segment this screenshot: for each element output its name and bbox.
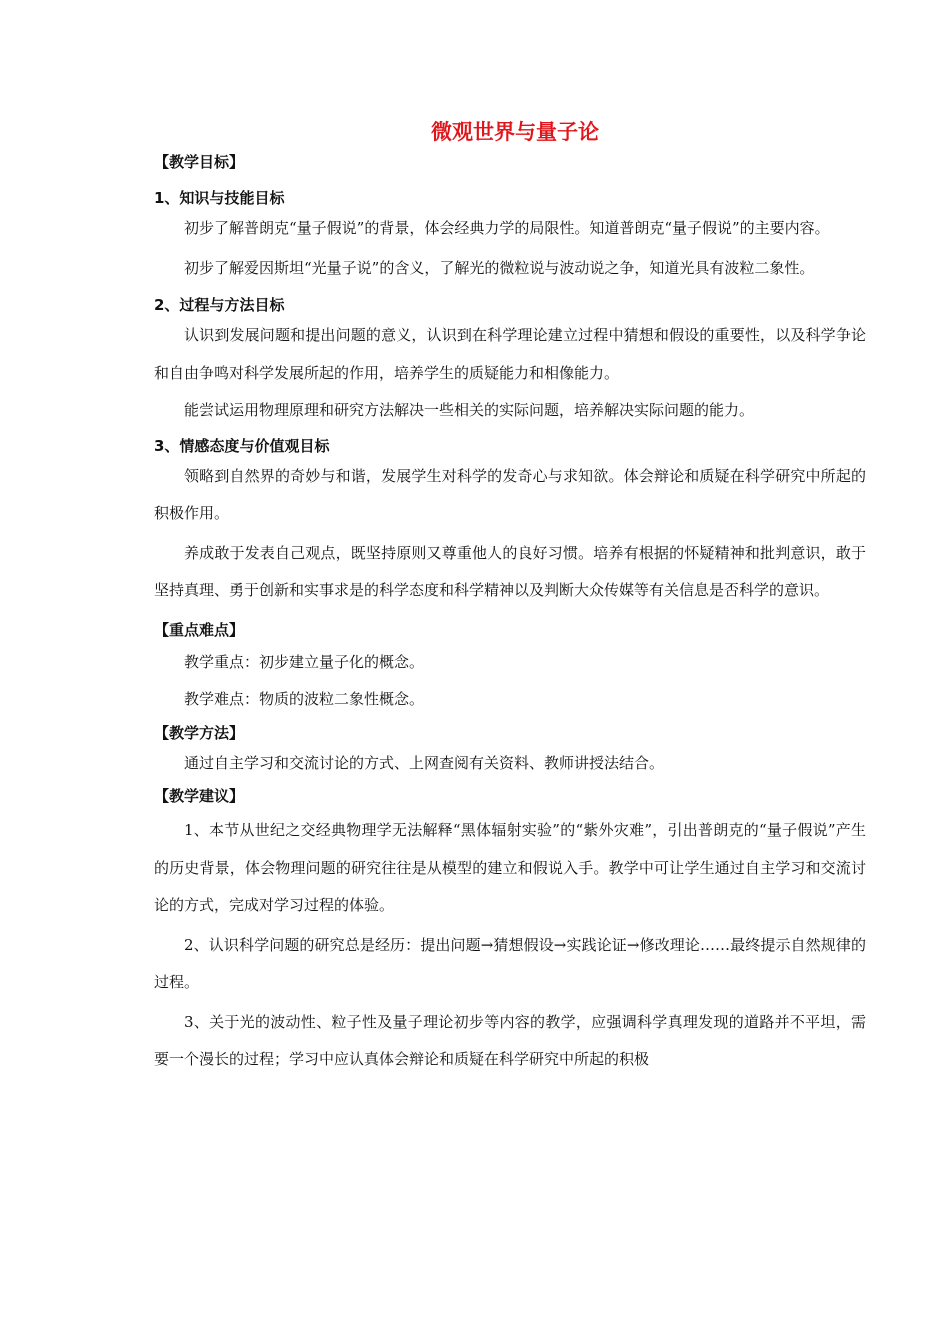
- document-body: [154, 112, 866, 1079]
- subheading-process: 2、过程与方法目标: [154, 296, 285, 314]
- paragraph-key-1: 教学重点：初步建立量子化的概念。: [184, 652, 425, 671]
- paragraph-emotion-2: 养成敢于发表自己观点，既坚持原则又尊重他人的良好习惯。培养有根据的怀疑精神和批判意识，敢于坚持真理、勇于创新和实事求是的科学态度和科学精神以及判断大众传媒等有关信息是否科学的意识。: [154, 543, 866, 599]
- paragraph-emotion-1: 领略到自然界的奇妙与和谐，发展学生对科学的发奇心与求知欲。体会辩论和质疑在科学研究中所起的积极作用。: [154, 466, 866, 522]
- paragraph-key-2: 教学难点：物质的波粒二象性概念。: [184, 690, 425, 708]
- paragraph-knowledge-1: 初步了解普朗克“量子假说”的背景，体会经典力学的局限性。知道普朗克“量子假说”的主要内容。: [184, 219, 830, 237]
- section-heading-method: 【教学方法】: [154, 723, 245, 742]
- paragraph-method-1: 通过自主学习和交流讨论的方式、上网查阅有关资料、教师讲授法结合。: [184, 753, 665, 772]
- document-title: 微观世界与量子论: [431, 119, 599, 144]
- subheading-emotion: 3、情感态度与价值观目标: [154, 436, 330, 455]
- paragraph-process-1: 认识到发展问题和提出问题的意义，认识到在科学理论建立过程中猜想和假设的重要性，以及科学争论和自由争鸣对科学发展所起的作用，培养学生的质疑能力和相像能力。: [154, 326, 866, 382]
- paragraph-advice-1: 1、本节从世纪之交经典物理学无法解释“黑体辐射实验”的“紫外灾难”，引出普朗克的“量子假说”产生的历史背景，体会物理问题的研究往往是从模型的建立和假说入手。教学中可让学生通过自主学习和交流讨论的方式，完成对学习过程的体验。: [154, 821, 866, 914]
- section-heading-key-points: 【重点难点】: [154, 620, 245, 639]
- paragraph-advice-2: 2、认识科学问题的研究总是经历：提出问题→猜想假设→实践论证→修改理论……最终提示自然规律的过程。: [154, 935, 866, 991]
- section-heading-advice: 【教学建议】: [154, 787, 245, 805]
- paragraph-knowledge-2: 初步了解爱因斯坦“光量子说”的含义，了解光的微粒说与波动说之争，知道光具有波粒二象性。: [184, 258, 815, 277]
- subheading-knowledge: 1、知识与技能目标: [154, 189, 285, 207]
- paragraph-process-2: 能尝试运用物理原理和研究方法解决一些相关的实际问题，培养解决实际问题的能力。: [184, 401, 755, 419]
- section-heading-goals: 【教学目标】: [154, 153, 245, 171]
- paragraph-advice-3: 3、关于光的波动性、粒子性及量子理论初步等内容的教学，应强调科学真理发现的道路并不平坦，需要一个漫长的过程；学习中应认真体会辩论和质疑在科学研究中所起的积极: [154, 1012, 866, 1068]
